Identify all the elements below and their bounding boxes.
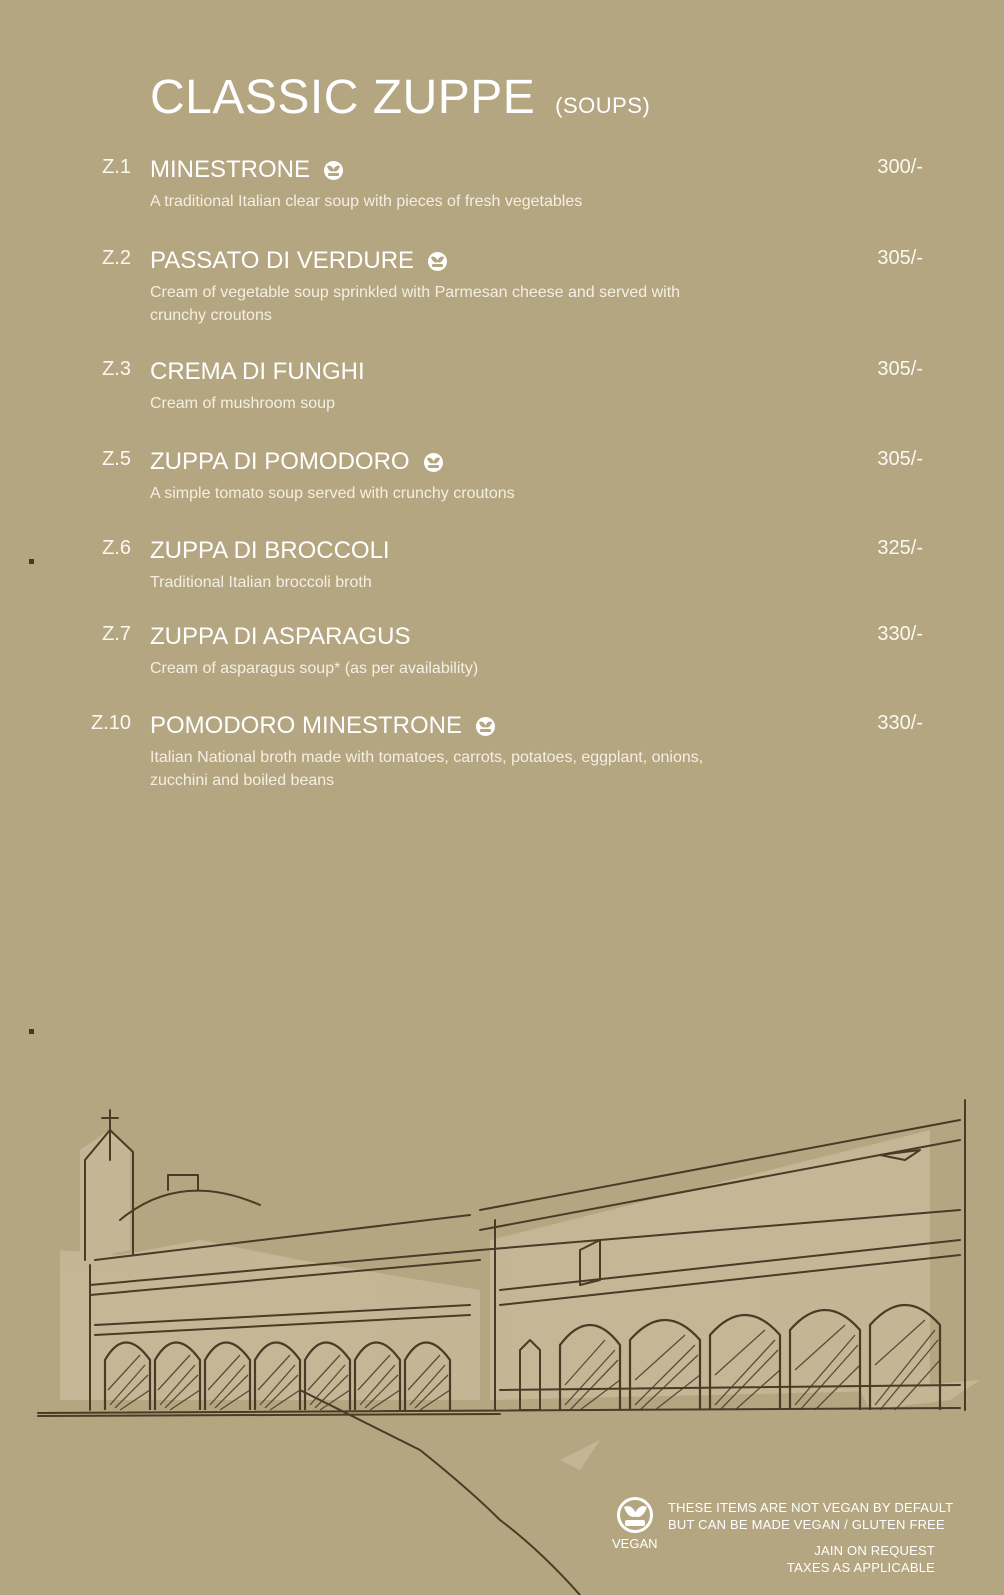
item-price: 300/- bbox=[877, 156, 923, 178]
item-name-row bbox=[150, 448, 443, 476]
item-description: A simple tomato soup served with crunchy croutons bbox=[150, 485, 515, 502]
footer-note-line3: JAIN ON REQUEST bbox=[814, 1543, 935, 1558]
vegan-icon bbox=[324, 161, 343, 180]
item-name: PASSATO DI VERDURE bbox=[150, 247, 415, 274]
item-description: A traditional Italian clear soup with pieces of fresh vegetables bbox=[150, 193, 583, 210]
vegan-icon bbox=[476, 717, 495, 736]
item-description: Cream of vegetable soup sprinkled with Parmesan cheese and served with crunchy croutons bbox=[150, 284, 681, 324]
item-description: Cream of mushroom soup bbox=[150, 395, 335, 412]
item-price: 330/- bbox=[877, 623, 923, 645]
footer-note-line2: BUT CAN BE MADE VEGAN / GLUTEN FREE bbox=[668, 1517, 945, 1532]
item-code: Z.1 bbox=[102, 156, 131, 178]
item-price: 305/- bbox=[877, 247, 923, 269]
item-name-row bbox=[150, 712, 495, 740]
marker-dot bbox=[29, 1029, 34, 1034]
item-price: 305/- bbox=[877, 448, 923, 470]
footer-note-line4: TAXES AS APPLICABLE bbox=[786, 1560, 935, 1575]
item-name: MINESTRONE bbox=[150, 156, 311, 183]
item-name-row bbox=[150, 537, 390, 565]
item-code: Z.6 bbox=[102, 537, 131, 559]
footer-note-line1: THESE ITEMS ARE NOT VEGAN BY DEFAULT bbox=[668, 1500, 954, 1515]
menu-title bbox=[150, 70, 650, 125]
menu-title-main: CLASSIC ZUPPE bbox=[150, 71, 536, 124]
item-name-row bbox=[150, 156, 343, 184]
item-name: POMODORO MINESTRONE bbox=[150, 712, 463, 739]
vegan-legend-label: VEGAN bbox=[612, 1536, 658, 1551]
item-code: Z.2 bbox=[102, 247, 131, 269]
item-description: Traditional Italian broccoli broth bbox=[150, 574, 372, 591]
vegan-icon bbox=[428, 252, 447, 271]
item-name: ZUPPA DI POMODORO bbox=[150, 448, 410, 475]
item-code: Z.7 bbox=[102, 623, 131, 645]
vegan-icon bbox=[424, 453, 443, 472]
item-code: Z.10 bbox=[90, 712, 131, 734]
item-name-row bbox=[150, 247, 447, 275]
item-price: 330/- bbox=[877, 712, 923, 734]
item-name-row bbox=[150, 623, 411, 651]
item-description: Italian National broth made with tomatoes, carrots, potatoes, eggplant, onions, zucchini and boiled beans bbox=[150, 749, 704, 789]
menu-title-sub: (SOUPS) bbox=[555, 93, 651, 118]
item-name-row bbox=[150, 358, 365, 386]
item-name: ZUPPA DI BROCCOLI bbox=[150, 537, 390, 564]
item-name: ZUPPA DI ASPARAGUS bbox=[150, 623, 411, 650]
item-price: 325/- bbox=[877, 537, 923, 559]
item-description: Cream of asparagus soup* (as per availability) bbox=[150, 660, 479, 677]
item-name: CREMA DI FUNGHI bbox=[150, 358, 365, 385]
vegan-legend-icon bbox=[617, 1497, 653, 1533]
item-code: Z.5 bbox=[102, 448, 131, 470]
marker-dot bbox=[29, 559, 34, 564]
item-code: Z.3 bbox=[102, 358, 131, 380]
item-price: 305/- bbox=[877, 358, 923, 380]
